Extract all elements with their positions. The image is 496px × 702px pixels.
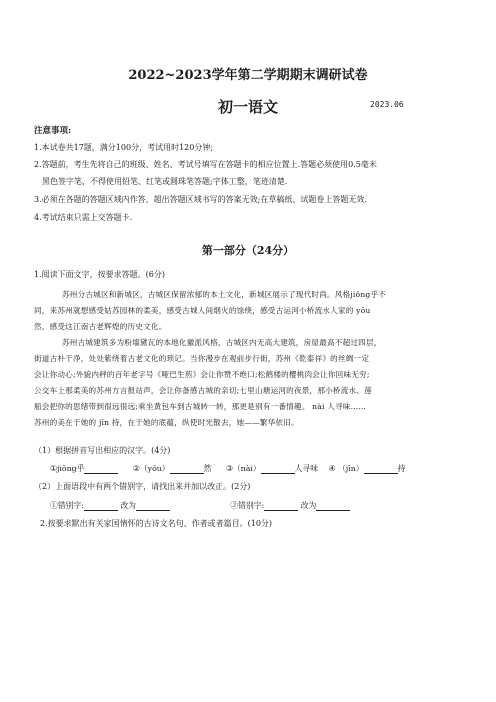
subject-title: 初一语文 (217, 98, 278, 116)
passage-line: 同，来苏州就想感受姑苏园林的柔美，感受古城人间烟火的馀绕，感受古运河小桥流水人家的 yōu (34, 306, 371, 315)
passage-line: 公交车上那柔美的苏州方言报站声，会让你备感古城的亲切;七里山塘运河的夜景，那小桥流水、莲 (34, 386, 372, 395)
notice-item: 2.答题前，考生先将自己的班级、姓名、考试号填写在答题卡的相应位置上.答题必须使用0.5毫米 (34, 160, 377, 169)
notice-item: 黑色签字笔，不得使用铅笔、红笔或圆珠笔答题;字体工整，笔迹清楚. (42, 177, 288, 186)
notice-item: 3.必须在各题的答题区域内作答，超出答题区域书写的答案无效;在草稿纸、试题卷上答题无效. (34, 195, 367, 204)
sub-question-2-prompt: （2）上面语段中有两个错别字，请找出来并加以改正。(2分) (34, 482, 251, 491)
typo-label: ②错别字: (230, 501, 265, 510)
answer-blank[interactable] (316, 501, 350, 511)
pinyin-item: ④ （jīn） (328, 464, 364, 473)
question-1-label: 1.阅读下面文字，按要求答题。(6分) (34, 270, 165, 279)
answer-blank[interactable] (264, 501, 298, 511)
exam-title: 2022~2023学年第二学期期末调研试卷 (128, 68, 368, 83)
subject-row (0, 96, 496, 116)
answer-blank[interactable] (261, 464, 295, 474)
answer-blank[interactable] (136, 501, 170, 511)
correction-label: 改为 (120, 501, 136, 510)
answer-blank[interactable] (84, 501, 118, 511)
pinyin-item-suffix: 持 (397, 464, 406, 473)
pinyin-item-suffix: 人寻味 (294, 464, 319, 473)
passage-line: 船会把你的思绪带到很远很远;乘坐黄包车到古城转一转，那更是别有一番情趣。 nài 人寻味…… (34, 402, 367, 411)
reading-passage (34, 287, 464, 431)
pinyin-item-suffix: 然 (203, 464, 212, 473)
passage-line: 苏州的美在于她的 jīn 持，在于她的底蕴，纵使时光散去，她——繁华依旧。 (34, 418, 299, 427)
answer-blank[interactable] (170, 464, 204, 474)
passage-line: 苏州分古城区和新城区，古城区保留浓郁的本土文化，新城区展示了现代时尚。风格jiǒng乎不 (62, 290, 387, 299)
passage-line: 街道古朴干净，处处紫绕着古老文化的琐记。当你漫步在观前步行街，苏州《乾泰祥》的丝绸一定 (34, 354, 370, 363)
notice-item: 1.本试卷共17题，满分100分，考试用时120分钟; (34, 143, 214, 152)
exam-date: 2023.06 (370, 100, 404, 109)
sub-question-1-items (50, 463, 405, 474)
notice-item: 4.考试结束只需上交答题卡. (34, 213, 133, 222)
passage-line: 会让你动心;外貌内秤的百年老字号《哑巴生煎》会让你赞不绝口;松鹤楼的樱桃肉会让你回味无穷; (34, 370, 370, 379)
sub-question-2-items (50, 500, 350, 511)
pinyin-item: ①jiǒng乎 (50, 464, 85, 473)
typo-label: ①错别字: (50, 501, 84, 510)
answer-blank[interactable] (364, 464, 398, 474)
question-2-label: 2.按要求默出有关家国情怀的古诗文名句、作者或者篇目。(10分) (40, 519, 273, 528)
part-one-title: 第一部分（24分） (201, 244, 295, 257)
passage-line: 然，感受这江南古老辉煌的历史文化。 (34, 322, 167, 331)
sub-question-1-prompt: （1）根据拼音写出相应的汉字。(4分) (34, 446, 171, 455)
passage-line: 苏州古城建筑多为粉墙黛瓦的本地化徽派风格，古城区内无高大建筑，房屋最高不超过四层， (62, 338, 382, 347)
answer-blank[interactable] (84, 464, 118, 474)
pinyin-item: ②（yōu） (132, 464, 170, 473)
pinyin-item: ③（nài） (225, 464, 261, 473)
correction-label: 改为 (300, 501, 317, 510)
notice-heading: 注意事项: (34, 126, 72, 136)
